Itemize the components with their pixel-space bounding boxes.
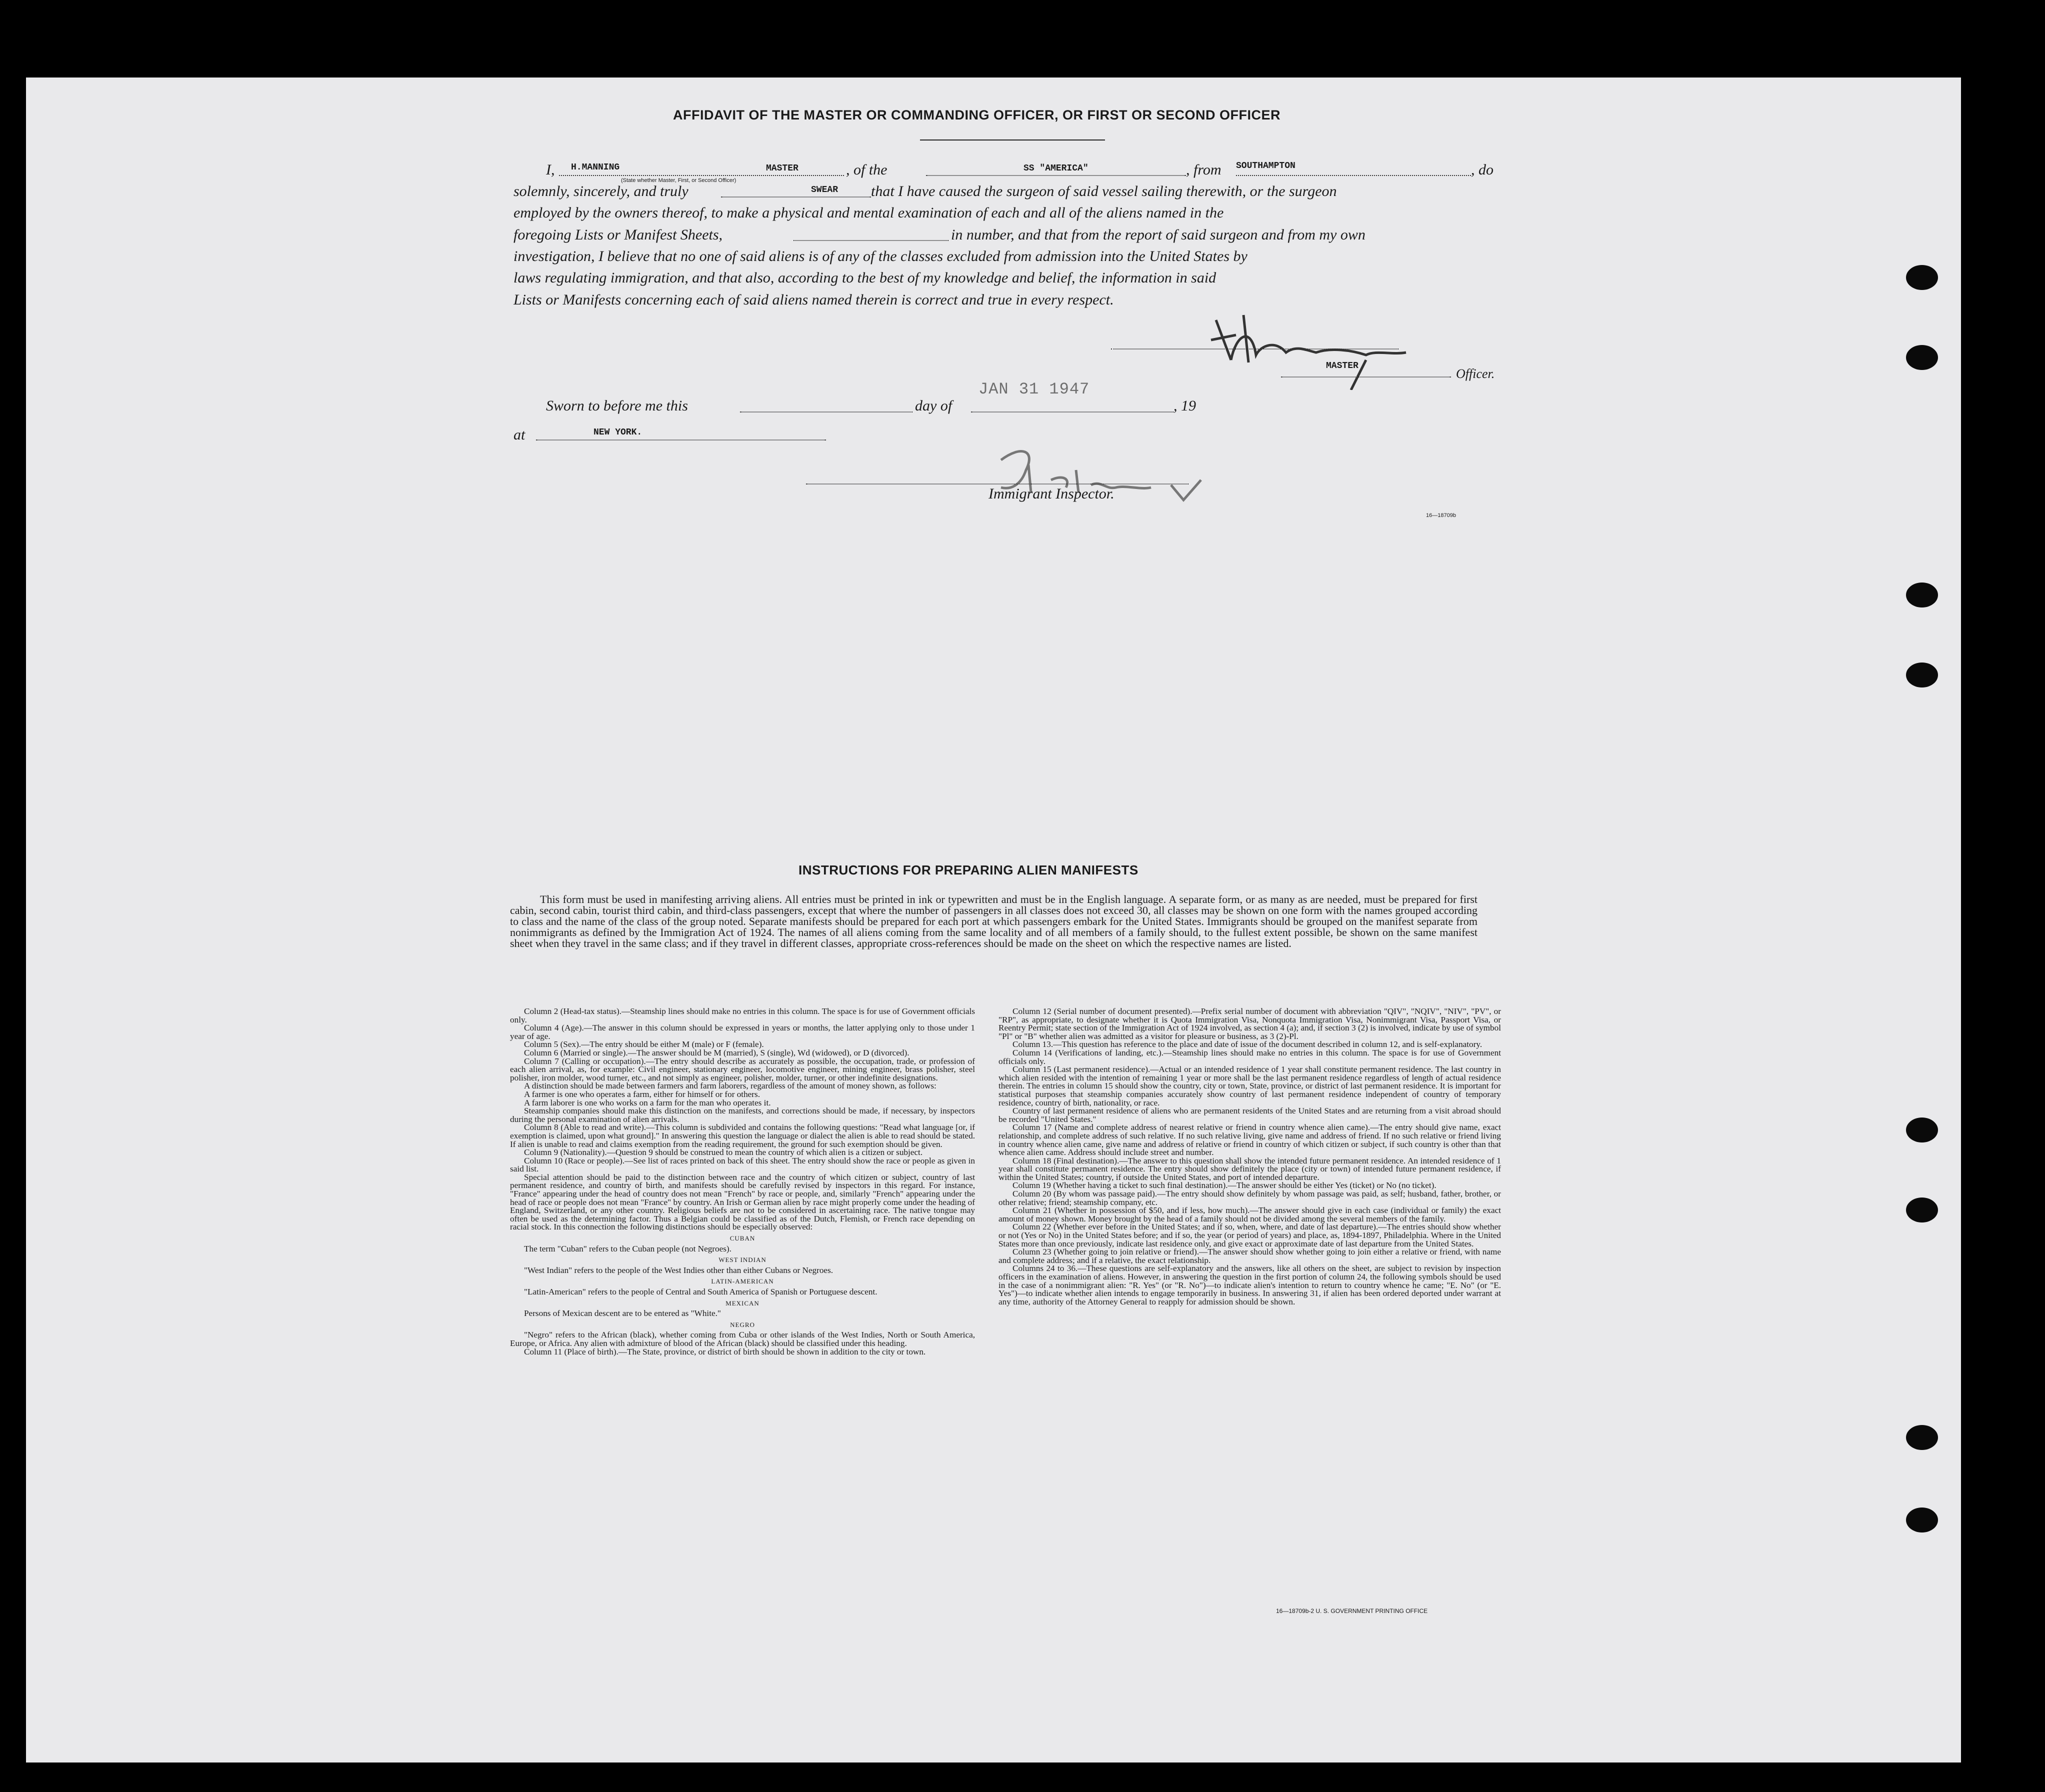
punch-hole [1906,1508,1938,1532]
line2-b: that I have caused the surgeon of said vessel sailing therewith, or the surgeon [871,183,1337,200]
punch-hole [1906,265,1938,290]
year-prefix: , 19 [1174,398,1196,414]
left-paragraph: Column 6 (Married or single).—The answer should be M (married), S (single), Wd (widowed), or D (divorced). [524,1048,910,1058]
oath-line [721,196,871,198]
punch-hole [1906,1425,1938,1450]
punch-hole [1906,1198,1938,1222]
instructions-title: INSTRUCTIONS FOR PREPARING ALIEN MANIFESTS [798,862,1138,878]
place-field: NEW YORK. [594,428,642,438]
instructions-intro [510,894,1478,949]
left-paragraph: Column 5 (Sex).—The entry should be either M (male) or F (female). [524,1040,764,1050]
line2-a: solemnly, sincerely, and truly [514,183,688,200]
right-paragraph: Column 17 (Name and complete address of nearest relative or friend in country whence alien came).—The entry should give name, exact relationship, and complete address of such relative. If no such relative living, give name and address of friend. If no such relative or friend living in country whence alien came, give name and address of relative or friend in country of which citizen or subject, if such country is other than that whence alien came. Address should include street and number. [998,1122,1501,1158]
rank-field: MASTER [766,164,798,174]
line4-a: foregoing Lists or Manifest Sheets, [514,226,723,243]
port-field: SOUTHAMPTON [1236,161,1296,171]
number-line [794,240,948,241]
subsection-text-latin-american: "Latin-American" refers to the people of Central and South America of Spanish or Portuguese descent. [524,1287,878,1296]
printing-office-footer: 16—18709b-2 U. S. GOVERNMENT PRINTING OFFICE [1276,1608,1428,1614]
punch-hole [1906,1118,1938,1142]
left-paragraph: A distinction should be made between farmers and farm laborers, regardless of the amount of money shown, as follows: [524,1081,936,1091]
subsection-heading-latin-american: LATIN-AMERICAN [711,1278,774,1286]
left-paragraph: Special attention should be paid to the distinction between race and the country of which citizen or subject, country of last permanent residence, and country of birth, and manifests should be carefully revised by inspectors in this regard. For instance, "France" appearing under the head of country does not mean "French" by race or people, and, similarly "French" appearing under the head of race or people does not mean "France" by country. An Irish or German alien by race might properly come under the heading of England, Switzerland, or any other country. Religious beliefs are not to be considered in ascertaining race. The native tongue may often be used as the determining factor. Thus a Belgian could be classified as of the Dutch, Flemish, or French race depending on racial stock. In this connection the following distinctions should be especially observed: [510,1172,975,1232]
right-paragraph: Columns 24 to 36.—These questions are self-explanatory and the answers, like all others on the sheet, are subject to revision by inspection officers in the examination of aliens. However, in answering the question in the first portion of column 24, the following symbols should be used in the case of a nonimmigrant alien: "R. Yes" (or "R. No")—to indicate alien's intention to return to country whence he came; "E. No" (or "E. Yes")—to indicate whether alien intends to engage temporarily in business. In answering 31, if alien has been ordered deported under warrant at any time, authority of the Attorney General to reapply for admission should be shown. [998,1264,1501,1306]
right-paragraph: Column 21 (Whether in possession of $50, and if less, how much).—The answer should give in each case (individual or family) the exact amount of money shown. Money brought by the head of a family should not be divided among the several members of the family. [998,1206,1501,1224]
line3: employed by the owners thereof, to make a physical and mental examination of each and all of the aliens named in the [514,204,1224,221]
subsection-heading-west-indian: WEST INDIAN [718,1256,766,1264]
right-paragraph: Column 14 (Verifications of landing, etc.).—Steamship lines should make no entries in this column. The space is for use of Government officials only. [998,1048,1501,1066]
day-of-label: day of [915,398,952,414]
officer-label: Officer. [1456,366,1495,381]
left-paragraph: A farm laborer is one who works on a farm for the man who operates it. [524,1098,771,1108]
subsection-heading-negro: NEGRO [730,1320,755,1328]
right-paragraph: Column 18 (Final destination).—The answer to this question shall show the intended future permanent residence. An intended residence of 1 year shall constitute permanent residence. The entry should show definitely the place (city or town) of intended future permanent residence, if within the United States; country, if outside the United States, and port of intended departure. [998,1156,1501,1182]
subsection-text-west-indian: "West Indian" refers to the people of the West Indies other than either Cubans or Negroes. [524,1265,834,1275]
left-paragraph: Column 9 (Nationality).—Question 9 should be construed to mean the country of which alien is a citizen or subject. [524,1148,923,1158]
punch-hole [1906,582,1938,608]
port-line [1236,175,1471,176]
intro-paragraph: This form must be used in manifesting arriving aliens. All entries must be printed in ink or typewritten and must be in the English language. A separate form, or as many as are needed, must be prepared for first cabin, second cabin, tourist third cabin, and third-class passengers, except that where the number of passengers in all classes does not exceed 30, all classes may be shown on one form with the names grouped according to class and the name of the class of the group noted. Separate manifests should be prepared for each port at which passengers embark for the United States. Immigrants should be grouped on the manifest separate from nonimmigrants as defined by the Immigration Act of 1924. The names of all aliens coming from the same locality and of all members of a family should, to the fullest extent possible, be shown on the same manifest sheet when they travel in the same class; and if they travel in different classes, appropriate cross-references should be made on the sheet on which the respective names are listed. [510,893,1478,950]
right-paragraph: Column 22 (Whether ever before in the United States; and if so, when, where, and date of last departure).—The entries should show whether or not (Yes or No) in the United States before; and if so, the year (or period of years) and place, as, 1894-1897, Philadelphia. Where in the United States more than once previously, indicate last residence only, and give exact or approximate date of last departure from the United States. [998,1222,1501,1248]
line5: investigation, I believe that no one of said aliens is of any of the classes excluded from admission into the United States by [514,248,1248,264]
left-paragraph: Column 7 (Calling or occupation).—The entry should describe as accurately as possible, the occupation, trade, or profession of each alien arrival, as, for example: Civil engineer, stationary engineer, locomotive engineer, mining engineer, brass polisher, steel polisher, iron molder, wood turner, etc., and not simply as engineer, polisher, molder, turner, or other indefinite designations. [510,1056,975,1082]
left-paragraph: Column 10 (Race or people).—See list of races printed on back of this sheet. The entry should show the race or people as given in said list. [510,1156,975,1174]
rank-sign-line [1281,376,1451,378]
signature-line [1111,348,1398,350]
vessel-field: SS "AMERICA" [1024,164,1088,174]
instructions-left-column [510,1008,975,1356]
do-label: , do [1471,162,1494,178]
of-the-label: , of the [846,162,888,178]
right-paragraph: Column 13.—This question has reference to the place and date of issue of the document described in column 12, and is self-explanatory. [1012,1040,1482,1050]
right-paragraph: Column 15 (Last permanent residence).—Actual or an intended residence of 1 year shall constitute permanent residence. The last country in which alien resided with the intention of remaining 1 year or more shall be the last permanent residence regardless of length of actual residence therein. The entries in column 15 should show the country, city or town, State, province, or district of last permanent residence. It is important for statistical purposes that steamship companies accurately show country of last permanent residence independent of country of temporary residence, country of birth, nationality, or race. [998,1064,1501,1108]
rank-hint: (State whether Master, First, or Second Officer) [621,178,736,184]
left-column-end: Column 11 (Place of birth).—The State, province, or district of birth should be shown in addition to the city or town. [524,1346,926,1356]
line6: laws regulating immigration, and that also, according to the best of my knowledge and belief, the information in said [514,270,1216,286]
line7: Lists or Manifests concerning each of said aliens named therein is correct and true in every respect. [514,292,1114,308]
punch-hole [1906,662,1938,688]
subsection-text-cuban: The term "Cuban" refers to the Cuban people (not Negroes). [524,1244,732,1254]
instructions-right-column [998,1008,1501,1306]
master-name-field: H.MANNING [571,162,620,172]
subsection-heading-cuban: CUBAN [730,1234,756,1242]
right-paragraph: Column 12 (Serial number of document presented).—Prefix serial number of document with abbreviation "QIV", "NQIV", "NIV", "PV", or "RP", as appropriate, to designate whether it is Quota Immigration Visa, Nonquota Immigration Visa, Nonimmigrant Visa, Passport Visa, or Reentry Permit; state section of the Immigration Act of 1924 involved, as section 4 (a); and, if section 3 (2) is involved, indicate by use of symbol "Pl" or "B" whether alien was admitted as a visitor for pleasure or business, as 3 (2)-Pl. [998,1006,1501,1041]
right-paragraph: Column 20 (By whom was passage paid).—The entry should show definitely by whom passage was paid, as self; husband, father, brother, or other relative; friend; steamship company, etc. [998,1189,1501,1207]
line4-b: in number, and that from the report of said surgeon and from my own [951,226,1366,243]
punch-hole [1906,345,1938,370]
left-paragraph: Column 2 (Head-tax status).—Steamship lines should make no entries in this column. The space is for use of Government officials only. [510,1006,975,1024]
right-paragraph: Column 19 (Whether having a ticket to such final destination).—The answer should be either Yes (ticket) or No (no ticket). [1012,1180,1436,1190]
from-label: , from [1186,162,1222,178]
oath-field: SWEAR [811,185,838,195]
left-paragraph: A farmer is one who operates a farm, either for himself or for others. [524,1089,760,1099]
inspector-label: Immigrant Inspector. [988,486,1114,502]
right-paragraph: Column 23 (Whether going to join relative or friend).—The answer should show whether going to join either a relative or friend, with name and complete address; and if a relative, the exact relationship. [998,1247,1501,1265]
date-stamp: JAN 31 1947 [978,380,1090,398]
at-label: at [514,426,526,443]
left-paragraph: Column 4 (Age).—The answer in this column should be expressed in years or months, the latter applying only to those under 1 year of age. [510,1023,975,1041]
subsection-heading-mexican: MEXICAN [726,1299,760,1307]
vessel-line [926,175,1186,176]
right-paragraph: Country of last permanent residence of aliens who are permanent residents of the United States and are returning from a visit abroad should be recorded "United States." [998,1106,1501,1124]
form-number: 16—18709b [1426,512,1456,518]
signer-rank: MASTER [1326,361,1358,371]
left-paragraph: Steamship companies should make this distinction on the manifests, and corrections should be made, if necessary, by inspectors during the personal examination of alien arrivals. [510,1106,975,1124]
subsection-text-mexican: Persons of Mexican descent are to be entered as "White." [524,1308,721,1318]
affidavit-title: AFFIDAVIT OF THE MASTER OR COMMANDING OFFICER, OR FIRST OR SECOND OFFICER [673,108,1280,122]
left-paragraph: Column 8 (Able to read and write).—This column is subdivided and contains the following questions: "Read what language [or, if exemption is claimed, upon what ground]." In answering this question the language or dialect the alien is able to read should be stated. If alien is unable to read and claims exemption from the reading requirement, the ground for such exemption should be given. [510,1122,975,1149]
subsection-text-negro: "Negro" refers to the African (black), whether coming from Cuba or other islands of the West Indies, North or South America, Europe, or Africa. Any alien with admixture of blood of the African (black) should be classified under this heading. [510,1330,975,1348]
i-label: I, [546,162,555,178]
sworn-label: Sworn to before me this [546,398,688,414]
name-line [559,175,844,176]
manifest-sheet [26,78,1961,1762]
